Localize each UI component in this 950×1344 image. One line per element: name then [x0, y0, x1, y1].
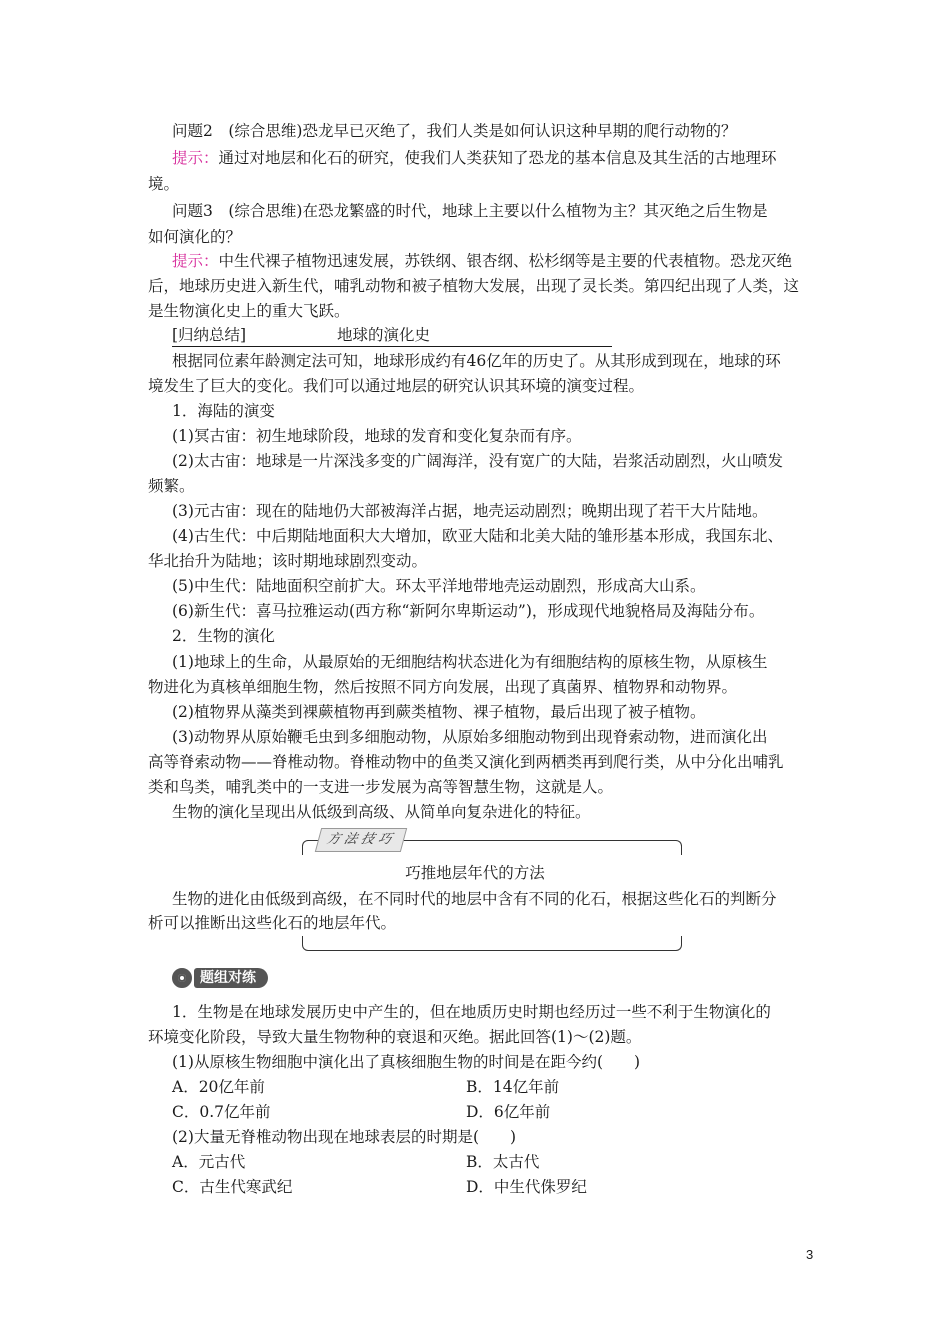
hint-label: 提示：	[172, 149, 219, 167]
practice-badge	[172, 966, 288, 990]
sub-question: (2)大量无脊椎动物出现在地球表层的时期是( )	[172, 1128, 517, 1146]
question-3-cont: 如何演化的？	[148, 228, 242, 246]
hint-text: 中生代裸子植物迅速发展，苏铁纲、银杏纲、松杉纲等是主要的代表植物。恐龙灭绝	[218, 252, 793, 270]
option-a: A．20亿年前	[172, 1078, 265, 1096]
question-1-cont: 环境变化阶段，导致大量生物物种的衰退和灭绝。据此回答(1)～(2)题。	[148, 1028, 642, 1046]
option-c: C．古生代寒武纪	[172, 1178, 293, 1196]
list-item-cont: 频繁。	[148, 477, 195, 495]
summary-heading	[172, 324, 612, 347]
summary-title: 地球的演化史	[337, 326, 431, 344]
hint-text: 是生物演化史上的重大飞跃。	[148, 302, 350, 320]
method-box-bottom	[302, 936, 682, 951]
hint-line	[172, 147, 777, 169]
list-item: (2)植物界从藻类到裸蕨植物再到蕨类植物、裸子植物，最后出现了被子植物。	[172, 703, 706, 721]
sub-question: (1)从原核生物细胞中演化出了真核细胞生物的时间是在距今约( )	[172, 1053, 641, 1071]
option-b: B．14亿年前	[466, 1078, 560, 1096]
question-3: 问题3 (综合思维)在恐龙繁盛的时代，地球上主要以什么植物为主？其灭绝之后生物是	[172, 202, 768, 220]
method-badge: 方法技巧	[315, 828, 407, 852]
summary-tag: [归纳总结]	[172, 326, 247, 344]
list-item-cont: 类和鸟类，哺乳类中的一支进一步发展为高等智慧生物，这就是人。	[148, 778, 614, 796]
hint-line	[172, 250, 792, 272]
option-d: D．中生代侏罗纪	[466, 1178, 587, 1196]
list-item: (2)太古宙：地球是一片深浅多变的广阔海洋，没有宽广的大陆，岩浆活动剧烈，火山喷发	[172, 452, 783, 470]
list-item-cont: 物进化为真核单细胞生物，然后按照不同方向发展，出现了真菌界、植物界和动物界。	[148, 678, 738, 696]
paragraph: 生物的进化由低级到高级，在不同时代的地层中含有不同的化石，根据这些化石的判断分	[172, 890, 777, 908]
practice-label: 题组对练	[194, 968, 268, 988]
list-item: (6)新生代：喜马拉雅运动(西方称“新阿尔卑斯运动”)，形成现代地貌格局及海陆分布。	[172, 602, 765, 620]
paragraph: 根据同位素年龄测定法可知，地球形成约有46亿年的历史了。从其形成到现在，地球的环	[172, 352, 781, 370]
method-title: 巧推地层年代的方法	[405, 864, 545, 882]
list-item: (1)冥古宙：初生地球阶段，地球的发育和变化复杂而有序。	[172, 427, 582, 445]
option-d: D．6亿年前	[466, 1103, 551, 1121]
section-heading: 2．生物的演化	[172, 627, 275, 645]
option-c: C．0.7亿年前	[172, 1103, 271, 1121]
list-item: (5)中生代：陆地面积空前扩大。环太平洋地带地壳运动剧烈，形成高大山系。	[172, 577, 706, 595]
target-icon	[172, 968, 192, 988]
list-item: (4)古生代：中后期陆地面积大大增加，欧亚大陆和北美大陆的雏形基本形成，我国东北、	[172, 527, 783, 545]
paragraph: 境发生了巨大的变化。我们可以通过地层的研究认识其环境的演变过程。	[148, 377, 645, 395]
list-item-cont: 高等脊索动物——脊椎动物。脊椎动物中的鱼类又演化到两栖类再到爬行类，从中分化出哺乳	[148, 753, 784, 771]
list-item: (1)地球上的生命，从最原始的无细胞结构状态进化为有细胞结构的原核生物，从原核生	[172, 653, 768, 671]
list-item-cont: 华北抬升为陆地；该时期地球剧烈变动。	[148, 552, 428, 570]
list-item: (3)动物界从原始鞭毛虫到多细胞动物，从原始多细胞动物到出现脊索动物，进而演化出	[172, 728, 768, 746]
page-number: 3	[806, 1247, 814, 1262]
option-b: B．太古代	[466, 1153, 540, 1171]
hint-text: 后，地球历史进入新生代，哺乳动物和被子植物大发展，出现了灵长类。第四纪出现了人类，这	[148, 277, 800, 295]
question-1: 1．生物是在地球发展历史中产生的，但在地质历史时期也经历过一些不利于生物演化的	[172, 1003, 771, 1021]
hint-text: 境。	[148, 175, 180, 193]
section-heading: 1．海陆的演变	[172, 402, 275, 420]
hint-text: 通过对地层和化石的研究，使我们人类获知了恐龙的基本信息及其生活的古地理环	[218, 149, 777, 167]
paragraph: 生物的演化呈现出从低级到高级、从简单向复杂进化的特征。	[172, 803, 591, 821]
list-item: (3)元古宙：现在的陆地仍大部被海洋占据，地壳运动剧烈；晚期出现了若干大片陆地。	[172, 502, 768, 520]
option-a: A．元古代	[172, 1153, 246, 1171]
hint-label: 提示：	[172, 252, 219, 270]
paragraph: 析可以推断出这些化石的地层年代。	[148, 914, 397, 932]
question-2: 问题2 (综合思维)恐龙早已灭绝了，我们人类是如何认识这种早期的爬行动物的？	[172, 122, 737, 140]
